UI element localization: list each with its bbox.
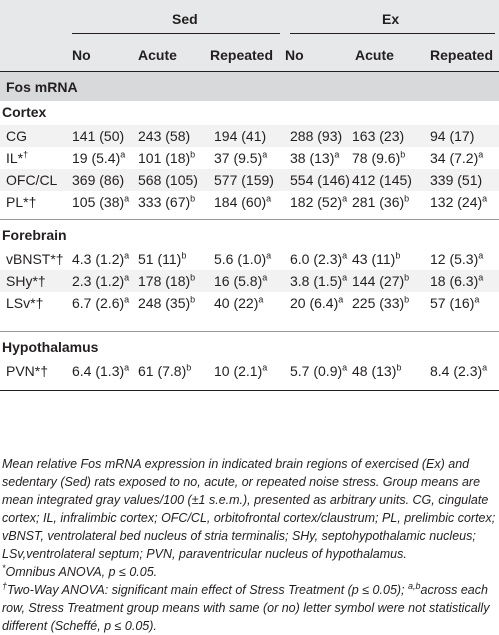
table-cell — [352, 150, 405, 166]
table-cell — [352, 295, 409, 311]
row-label-text: vBNST*† — [6, 251, 64, 267]
table-cell — [138, 194, 195, 210]
row-label — [6, 128, 27, 144]
col-ex-acute: Acute — [355, 47, 394, 63]
table-cell — [290, 295, 343, 311]
table-cell — [352, 273, 409, 289]
table-cell — [72, 363, 129, 379]
table-cell — [430, 150, 483, 166]
table-cell — [214, 363, 267, 379]
table-row — [0, 248, 499, 270]
row-label — [6, 363, 48, 379]
cell-value: 248 (35) — [138, 295, 191, 311]
cell-value: 554 (146) — [290, 172, 350, 188]
cell-letter: a — [478, 149, 484, 160]
cell-value: 339 (51) — [430, 172, 483, 188]
table-cell — [290, 194, 347, 210]
cell-value: 369 (86) — [72, 172, 125, 188]
twoway-text: Two-Way ANOVA: significant main effect of Stress Treatment (p ≤ 0.05); — [7, 583, 405, 597]
cell-value: 61 (7.8) — [138, 363, 187, 379]
cell-value: 101 (18) — [138, 150, 191, 166]
cell-value: 78 (9.6) — [352, 150, 401, 166]
row-label-dagger: † — [23, 149, 29, 160]
letters-mark: a,b — [408, 580, 421, 591]
table-caption: Mean relative Fos mRNA expression in indicated brain regions of exercised (Ex) and sedentary (Sed) rats exposed to no, acute, or repeated noise stress. Group means are mean integrated gray values/100 (±1 s.e.m.), presented as arbitrary units. CG, cingulate cortex; IL, infralimbic cortex; OFC/CL, orbitofrontal cortex/claustrum; PL, prelimbic cortex; vBNST, ventrolateral bed nucleus of stria terminalis; SHy, septohypothalamic nucleus; LSv,ventrolateral septum; PVN, paraventricular nucleus of hypothalamus. — [2, 457, 496, 561]
table-cell — [72, 128, 124, 144]
table-cell — [72, 150, 125, 166]
table-cell — [138, 273, 195, 289]
cell-value: 6.4 (1.3) — [72, 363, 125, 379]
cell-value: 20 (6.4) — [290, 295, 339, 311]
cell-letter: a — [258, 294, 264, 305]
cell-letter: a — [124, 294, 130, 305]
row-label — [6, 194, 36, 210]
cell-value: 6.7 (2.6) — [72, 295, 125, 311]
cell-value: 184 (60) — [214, 194, 267, 210]
cell-value: 10 (2.1) — [214, 363, 263, 379]
omnibus-mark: * — [2, 562, 6, 573]
cell-value: 16 (5.8) — [214, 273, 263, 289]
row-label — [6, 251, 64, 267]
table-cell — [72, 194, 129, 210]
cell-value: 412 (145) — [352, 172, 412, 188]
table-cell — [430, 128, 474, 144]
table-cell — [430, 363, 487, 379]
cell-value: 8.4 (2.3) — [430, 363, 483, 379]
table-cell — [352, 194, 409, 210]
table-cell — [214, 150, 267, 166]
cell-letter: b — [400, 149, 406, 160]
cell-letter: a — [124, 362, 130, 373]
cell-letter: a — [124, 250, 130, 261]
cell-value: 57 (16) — [430, 295, 475, 311]
row-label — [6, 172, 57, 188]
table-cell — [138, 363, 191, 379]
table-cell — [430, 273, 483, 289]
table-cell — [138, 128, 190, 144]
col-ex-repeated: Repeated — [430, 47, 494, 63]
cell-value: 4.3 (1.2) — [72, 251, 125, 267]
group-header-row — [0, 0, 499, 37]
cell-letter: b — [404, 294, 410, 305]
cell-letter: a — [342, 272, 348, 283]
cell-letter: a — [482, 193, 488, 204]
col-sed-acute: Acute — [138, 47, 177, 63]
table-cell — [290, 128, 342, 144]
cell-letter: a — [478, 250, 484, 261]
letters-text: across each row, Stress Treatment group means with same (or no) letter symbol were not statistically different (Scheffé, p ≤ 0.05). — [2, 583, 490, 633]
cell-value: 281 (36) — [352, 194, 405, 210]
cell-value: 5.7 (0.9) — [290, 363, 343, 379]
row-label-text: LSv*† — [6, 295, 44, 311]
cell-value: 243 (58) — [138, 128, 191, 144]
table-cell — [138, 172, 198, 188]
cell-value: 182 (52) — [290, 194, 343, 210]
cell-letter: a — [120, 149, 126, 160]
cell-letter: a — [342, 250, 348, 261]
cell-value: 333 (67) — [138, 194, 191, 210]
table-cell — [138, 251, 186, 267]
row-label — [6, 150, 28, 166]
cell-letter: a — [334, 149, 340, 160]
cell-letter: b — [404, 272, 410, 283]
table-cell — [214, 128, 266, 144]
cell-letter: a — [262, 362, 268, 373]
cell-value: 40 (22) — [214, 295, 259, 311]
col-ex-no: No — [285, 47, 304, 63]
table-cell — [430, 251, 483, 267]
cell-value: 568 (105) — [138, 172, 198, 188]
cell-value: 3.8 (1.5) — [290, 273, 343, 289]
fos-band-label: Fos mRNA — [6, 79, 78, 95]
row-label-text: OFC/CL — [6, 172, 58, 188]
table-cell — [214, 295, 263, 311]
cell-letter: a — [338, 294, 344, 305]
cell-value: 105 (38) — [72, 194, 125, 210]
table-notes — [2, 455, 497, 635]
cell-value: 288 (93) — [290, 128, 343, 144]
cell-letter: b — [190, 149, 196, 160]
cell-value: 94 (17) — [430, 128, 475, 144]
table-cell — [72, 251, 129, 267]
cell-letter: a — [262, 149, 268, 160]
cell-value: 19 (5.4) — [72, 150, 121, 166]
cell-letter: b — [190, 294, 196, 305]
cell-value: 2.3 (1.2) — [72, 273, 125, 289]
col-sed-no: No — [72, 47, 91, 63]
cell-value: 132 (24) — [430, 194, 483, 210]
cell-value: 51 (11) — [138, 251, 182, 267]
cell-letter: a — [474, 294, 480, 305]
table-cell — [138, 295, 195, 311]
cell-letter: b — [181, 250, 187, 261]
table-cell — [214, 273, 267, 289]
table-cell — [352, 172, 412, 188]
row-label-text: PVN*† — [6, 363, 49, 379]
cell-letter: a — [124, 193, 130, 204]
cell-value: 18 (6.3) — [430, 273, 479, 289]
section-title: Hypothalamus — [2, 339, 99, 355]
cell-letter: a — [262, 272, 268, 283]
table-row — [0, 169, 499, 191]
cell-letter: a — [482, 362, 488, 373]
row-label-text: IL* — [6, 150, 24, 166]
cell-value: 6.0 (2.3) — [290, 251, 343, 267]
cell-value: 34 (7.2) — [430, 150, 479, 166]
cell-value: 178 (18) — [138, 273, 191, 289]
cell-letter: b — [190, 193, 196, 204]
table-row — [0, 191, 499, 213]
table-cell — [352, 251, 400, 267]
row-label-text: SHy*† — [6, 273, 46, 289]
cell-letter: a — [342, 193, 348, 204]
cell-value: 43 (11) — [352, 251, 396, 267]
cell-value: 12 (5.3) — [430, 251, 479, 267]
table-cell — [352, 363, 401, 379]
col-sed-repeated: Repeated — [210, 47, 274, 63]
table-cell — [72, 172, 124, 188]
row-label-text: PL*† — [6, 194, 37, 210]
table-cell — [214, 194, 271, 210]
table-row — [0, 147, 499, 169]
table-row — [0, 292, 499, 314]
table-cell — [214, 251, 271, 267]
table-cell — [72, 273, 129, 289]
cell-letter: b — [395, 250, 401, 261]
cell-letter: a — [266, 193, 272, 204]
cell-letter: a — [124, 272, 130, 283]
table-row — [0, 360, 499, 382]
cell-value: 37 (9.5) — [214, 150, 263, 166]
table-cell — [290, 172, 350, 188]
table-cell — [290, 363, 347, 379]
cell-letter: a — [478, 272, 484, 283]
table-cell — [138, 150, 195, 166]
cell-letter: b — [396, 362, 402, 373]
table-cell — [290, 273, 347, 289]
twoway-note — [2, 581, 497, 635]
row-label — [6, 273, 46, 289]
section-divider — [0, 331, 499, 332]
table-cell — [352, 128, 404, 144]
row-label — [6, 295, 43, 311]
row-label-text: CG — [6, 128, 27, 144]
cell-value: 194 (41) — [214, 128, 267, 144]
section-title: Cortex — [2, 104, 47, 120]
cell-value: 5.6 (1.0) — [214, 251, 267, 267]
table-cell — [72, 295, 129, 311]
cell-letter: b — [190, 272, 196, 283]
omnibus-note — [2, 563, 497, 581]
cell-value: 38 (13) — [290, 150, 335, 166]
cell-letter: a — [266, 250, 272, 261]
table-cell — [430, 194, 487, 210]
table-row — [0, 270, 499, 292]
cell-letter: b — [404, 193, 410, 204]
cell-value: 141 (50) — [72, 128, 125, 144]
section-title: Forebrain — [2, 227, 67, 243]
twoway-mark: † — [2, 580, 8, 591]
section-divider — [0, 219, 499, 220]
cell-value: 144 (27) — [352, 273, 405, 289]
sed-underline — [72, 33, 280, 34]
cell-letter: a — [342, 362, 348, 373]
table-cell — [290, 150, 339, 166]
cell-value: 48 (13) — [352, 363, 397, 379]
omnibus-text: Omnibus ANOVA, p ≤ 0.05. — [5, 565, 158, 579]
table-cell — [430, 295, 479, 311]
group-ex-header: Ex — [382, 11, 400, 27]
table-row — [0, 125, 499, 147]
table-bottom-rule — [0, 390, 499, 391]
ex-underline — [290, 33, 495, 34]
cell-letter: b — [186, 362, 192, 373]
cell-value: 225 (33) — [352, 295, 405, 311]
table-cell — [214, 172, 274, 188]
table-cell — [430, 172, 482, 188]
cell-value: 577 (159) — [214, 172, 274, 188]
table-cell — [290, 251, 347, 267]
group-sed-header: Sed — [172, 11, 198, 27]
cell-value: 163 (23) — [352, 128, 405, 144]
